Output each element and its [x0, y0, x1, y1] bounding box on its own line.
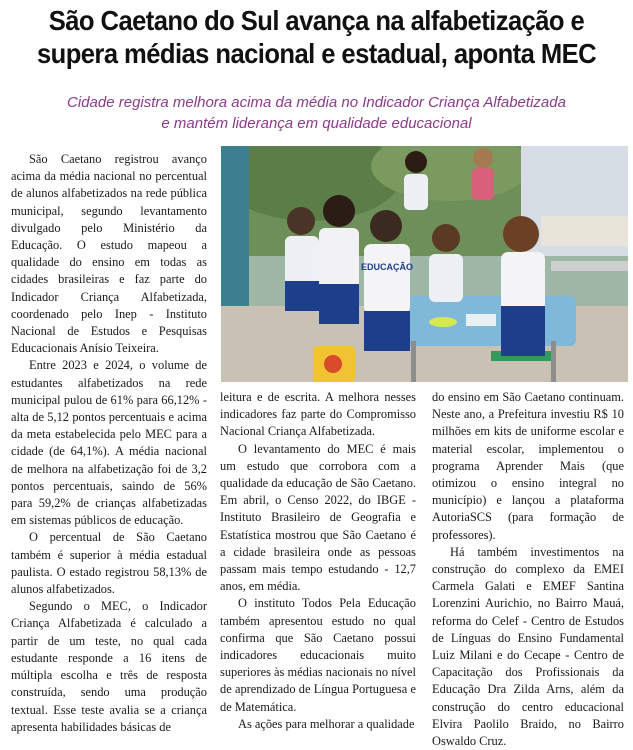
classroom-photo	[221, 146, 628, 382]
shirt-text: EDUCAÇÃO	[360, 262, 414, 272]
paragraph: Segundo o MEC, o Indicador Criança Alfabetizada é calculado a partir de um teste, no qual cada estudante responde a 16 itens de múltipla escolha e três de resposta construída, sendo uma produção textual. Esse teste avalia se a criança apresenta habilidades básicas de	[11, 599, 207, 734]
paragraph: do ensino em São Caetano continuam. Neste ano, a Prefeitura investiu R$ 10 milhões em kits de uniforme escolar e material escolar, implementou o programa Aprender Mais (que otimizou o ensino integral no município) e lançou a plataforma AutoriaSCS (para formação de professores).	[432, 390, 624, 542]
paragraph: São Caetano registrou avanço acima da média nacional no percentual de alunos alfabetizados na rede pública municipal, segundo levantamento divulgado pelo Ministério da Educação. O estudo mapeou a qualidade do ensino em todas as cidades brasileiras e faz parte do Indicador Criança Alfabetizada, coordenado pelo Inep - Instituto Nacional de Estudos e Pesquisas Educacionais Anísio Teixeira.	[11, 152, 207, 356]
headline	[22, 4, 611, 70]
paragraph: leitura e de escrita. A melhora nesses indicadores faz parte do Compromisso Nacional Criança Alfabetizada.	[220, 390, 416, 439]
subheadline-line-1: Cidade registra melhora acima da média no Indicador Criança Alfabetizada	[67, 94, 566, 111]
article-column-3	[432, 389, 624, 750]
headline-line-2: supera médias nacional e estadual, aponta MEC	[36, 38, 597, 69]
subheadline	[0, 92, 633, 134]
paragraph: O percentual de São Caetano também é superior à média estadual paulista. O estado registrou 58,13% de alunos alfabetizados.	[11, 530, 207, 597]
paragraph: O instituto Todos Pela Educação também apresentou estudo no qual confirma que São Caetano possui indicadores educacionais muito superiores às médias nacionais no nível de aprendizado de Língua Portuguesa e de Matemática.	[220, 596, 416, 714]
paragraph: O levantamento do MEC é mais um estudo que corrobora com a qualidade da educação de São Caetano. Em abril, o Censo 2022, do IBGE - Instituto Brasileiro de Geografia e Estatística mostrou que São Caetano é a cidade brasileira onde as pessoas passam mais tempo estudando - 12,7 anos, em média.	[220, 441, 416, 594]
paragraph: Entre 2023 e 2024, o volume de estudantes alfabetizados na rede municipal pulou de 61% para 66,12% - alta de 5,12 pontos percentuais e acima da meta estabelecida pelo MEC para a cidade (de 64,1%). A média nacional de melhora na alfabetização foi de 3,2 pontos percentuais, saindo de 56% para 59,2% de crianças alfabetizadas em sistemas públicos de educação.	[11, 358, 207, 528]
subheadline-line-2: e mantém liderança em qualidade educacional	[161, 115, 472, 132]
article-column-1	[11, 151, 207, 736]
paragraph: As ações para melhorar a qualidade	[238, 716, 415, 731]
article-column-2	[220, 389, 416, 733]
headline-line-1: São Caetano do Sul avança na alfabetização e	[48, 5, 585, 36]
paragraph: Há também investimentos na construção do complexo da EMEI Carmela Galati e EMEF Santina Lorenzini Aurichio, no Bairro Mauá, reforma do Celef - Centro de Estudos de Línguas do Ensino Fundamental Luiz Milani e do Cecape - Centro de Capacitação dos Profissionais da Educação Dra Zilda Arns, além da construção do centro educacional Elvira Paolilo Braido, no Bairro Oswaldo Cruz.	[432, 544, 624, 749]
